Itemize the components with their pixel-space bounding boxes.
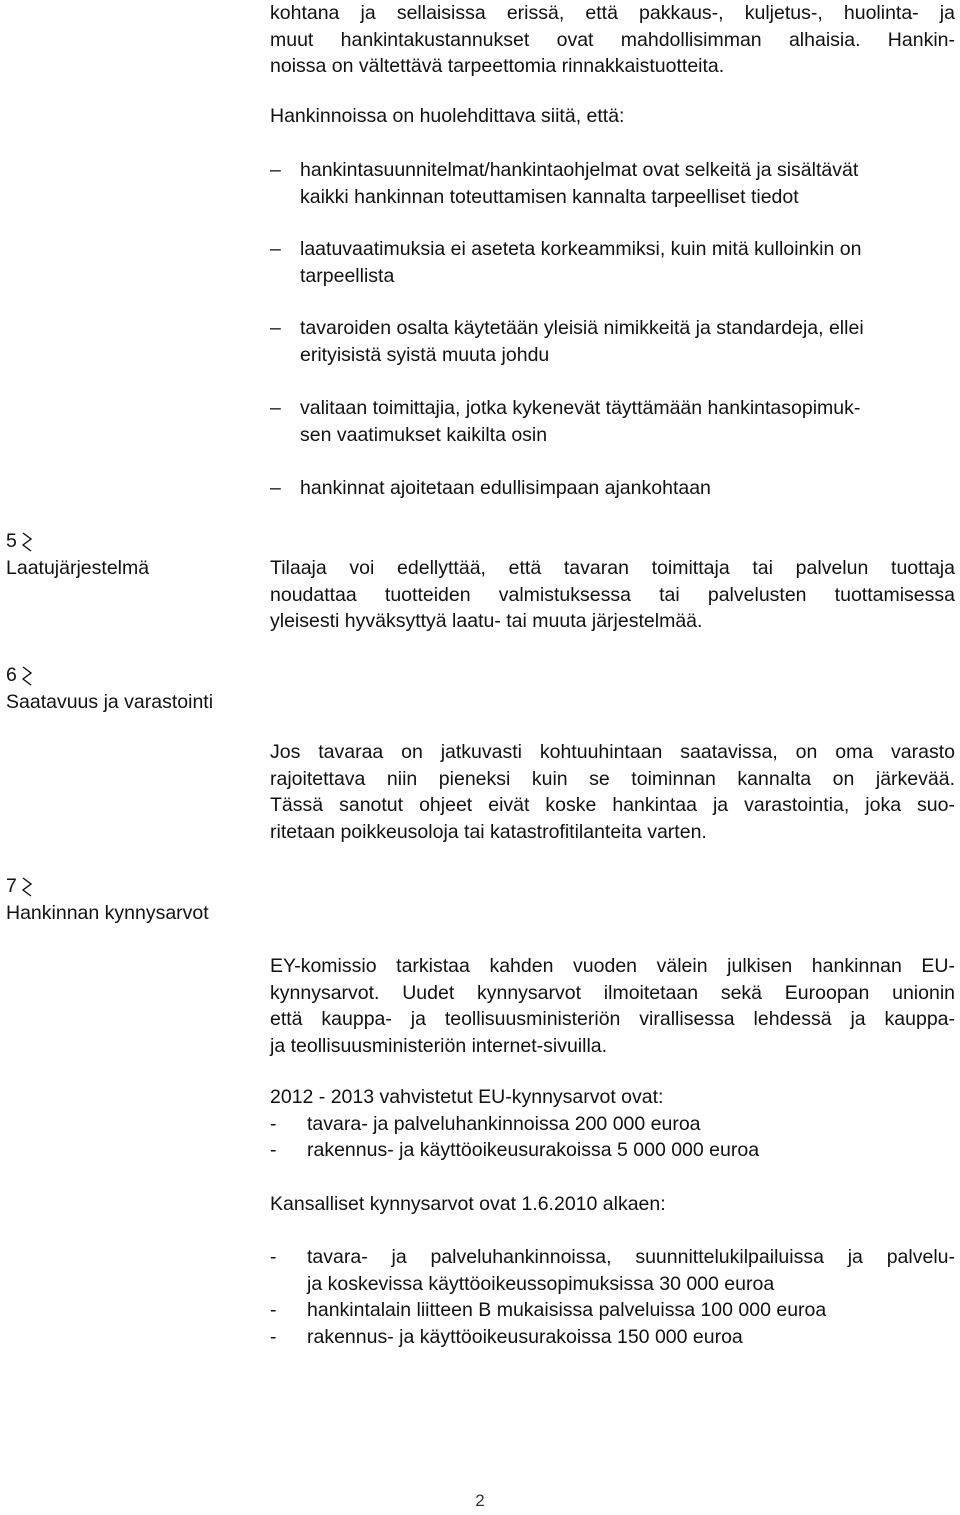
text-line: tarpeellista — [300, 264, 395, 287]
text-line: että kauppa- ja teollisuusministeriön virallisessa lehdessä ja kauppa- — [270, 1008, 955, 1030]
text-line: tavara- ja palveluhankinnoissa, suunnittelukilpailuissa ja palvelu- — [307, 1246, 955, 1268]
text-line: ja koskevissa käyttöoikeussopimuksissa 30 000 euroa — [307, 1272, 775, 1295]
text-line: hankinnat ajoitetaan edullisimpaan ajankohtaan — [300, 477, 711, 499]
text-line: erityisistä syistä muuta johdu — [300, 343, 550, 366]
section-sign-icon — [21, 531, 33, 553]
section-title: Laatujärjestelmä — [6, 556, 150, 579]
lead-in-paragraph — [270, 103, 955, 130]
section-title: Hankinnan kynnysarvot — [6, 901, 209, 924]
text-line: rakennus- ja käyttöoikeusurakoissa 150 000 euroa — [307, 1325, 743, 1348]
text-line: valitaan toimittajia, jotka kykenevät täyttämään hankintasopimuk- — [300, 397, 861, 419]
dash-marker: - — [270, 1325, 277, 1348]
national-thresholds-list — [270, 1244, 955, 1350]
national-thresholds-heading-block — [270, 1191, 955, 1218]
section-number — [6, 528, 261, 555]
page-number: 2 — [475, 1491, 485, 1510]
text-line: sen vaatimukset kaikilta osin — [300, 423, 548, 446]
text-line: rajoitettava niin pieneksi kuin se toiminnan kannalta on järkevää. — [270, 767, 955, 790]
section-heading — [6, 662, 261, 715]
list-item — [270, 1324, 955, 1351]
text-line: noudattaa tuotteiden valmistuksessa tai palvelusten tuottamisessa — [270, 583, 955, 606]
section-body — [270, 555, 955, 635]
text-line: muut hankintakustannukset ovat mahdollisimman alhaisia. Hankin- — [270, 28, 955, 51]
list-item — [270, 1244, 955, 1297]
text-line: noissa on vältettävä tarpeettomia rinnakkaistuotteita. — [270, 55, 725, 77]
list-item-text: tavara- ja palveluhankinnoissa 200 000 euroa — [307, 1112, 701, 1135]
text-line: yleisesti hyväksyttyä laatu- tai muuta järjestelmää. — [270, 610, 703, 632]
text-line: kohtana ja sellaisissa erissä, että pakkaus-, kuljetus-, huolinta- ja — [270, 2, 955, 24]
text-line: hankintalain liitteen B mukaisissa palveluissa 100 000 euroa — [307, 1299, 827, 1321]
dash-marker: - — [270, 1246, 277, 1268]
text-line: Tilaaja voi edellyttää, että tavaran toimittaja tai palvelun tuottaja — [270, 557, 955, 579]
eu-thresholds — [270, 1084, 955, 1164]
list-item — [270, 1297, 955, 1324]
list-item — [270, 475, 955, 502]
thresholds-heading: 2012 - 2013 vahvistetut EU-kynnysarvot ovat: — [270, 1086, 664, 1108]
list-item — [270, 1111, 955, 1138]
dash-marker: – — [270, 238, 281, 260]
list-item — [270, 315, 955, 368]
dash-marker: - — [270, 1299, 277, 1321]
text-line: kynnysarvot. Uudet kynnysarvot ilmoitetaan sekä Euroopan unionin — [270, 981, 955, 1004]
list-item — [270, 236, 955, 289]
text-line: Hankinnoissa on huolehdittava siitä, että: — [270, 105, 625, 127]
list-item — [270, 395, 955, 448]
text-line: Tässä sanotut ohjeet eivät koske hankintaa ja varastointia, joka suo- — [270, 794, 955, 816]
dash-marker: – — [270, 397, 281, 419]
section-title: Saatavuus ja varastointi — [6, 690, 214, 713]
section-body — [270, 739, 955, 845]
intro-paragraph — [270, 0, 955, 80]
section-sign-icon — [21, 876, 33, 898]
section-heading — [6, 873, 261, 926]
section-number-value: 5 — [6, 530, 17, 552]
section-number — [6, 662, 261, 689]
dash-marker: – — [270, 317, 281, 339]
text-line: kaikki hankinnan toteuttamisen kannalta tarpeelliset tiedot — [300, 185, 799, 208]
section-body — [270, 953, 955, 1059]
text-line: ja teollisuusministeriön internet-sivuilla. — [270, 1034, 608, 1057]
list-item-text: rakennus- ja käyttöoikeusurakoissa 5 000 000 euroa — [307, 1139, 760, 1161]
text-line: ritetaan poikkeusoloja tai katastrofitilanteita varten. — [270, 820, 707, 843]
dash-marker: - — [270, 1139, 277, 1161]
section-number-value: 7 — [6, 875, 17, 897]
text-line: EY-komissio tarkistaa kahden vuoden välein julkisen hankinnan EU- — [270, 955, 955, 977]
list-item — [270, 1137, 955, 1164]
text-line: hankintasuunnitelmat/hankintaohjelmat ovat selkeitä ja sisältävät — [300, 159, 859, 181]
dash-marker: – — [270, 477, 281, 499]
section-sign-icon — [21, 665, 33, 687]
text-line: Jos tavaraa on jatkuvasti kohtuuhintaan saatavissa, on oma varasto — [270, 741, 955, 763]
section-number — [6, 873, 261, 900]
section-heading — [6, 528, 261, 581]
list-item — [270, 157, 955, 210]
dash-marker: – — [270, 159, 281, 181]
dash-marker: - — [270, 1112, 277, 1135]
text-line: laatuvaatimuksia ei aseteta korkeammiksi, kuin mitä kulloinkin on — [300, 238, 862, 260]
thresholds-heading: Kansalliset kynnysarvot ovat 1.6.2010 alkaen: — [270, 1193, 666, 1215]
section-number-value: 6 — [6, 664, 17, 686]
text-line: tavaroiden osalta käytetään yleisiä nimikkeitä ja standardeja, ellei — [300, 317, 864, 339]
